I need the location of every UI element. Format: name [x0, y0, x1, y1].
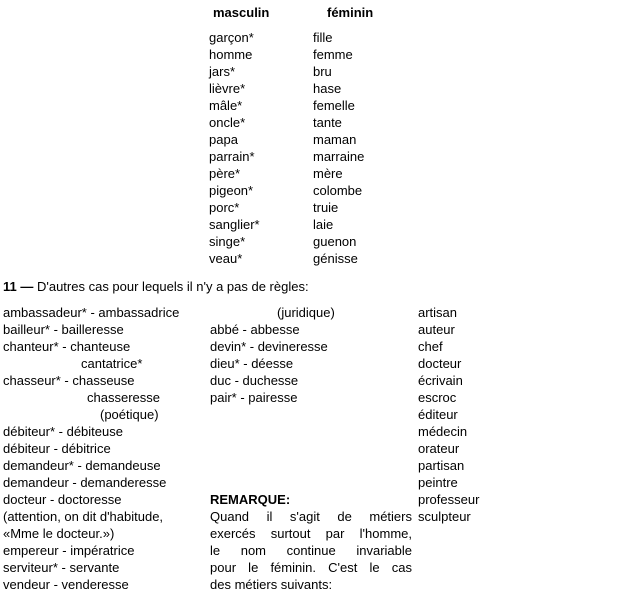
masculine-word: veau*	[209, 251, 243, 266]
profession-item: docteur	[418, 356, 462, 371]
feminine-word: tante	[313, 115, 342, 130]
example-line: demandeur - demanderesse	[3, 475, 167, 490]
feminine-word: laie	[313, 217, 334, 232]
profession-item: professeur	[418, 492, 480, 507]
section-title: D'autres cas pour lequels il n'y a pas de règles:	[33, 279, 309, 294]
example-line: duc - duchesse	[210, 373, 299, 388]
example-line: docteur - doctoresse	[3, 492, 122, 507]
feminine-word: bru	[313, 64, 332, 79]
example-line: chanteur* - chanteuse	[3, 339, 131, 354]
example-line: «Mme le docteur.»)	[3, 526, 115, 541]
feminine-word: femme	[313, 47, 353, 62]
example-line: pair* - pairesse	[210, 390, 298, 405]
example-line: vendeur - venderesse	[3, 577, 129, 592]
remark-line: des métiers suivants:	[210, 577, 333, 592]
remark-line: pour le féminin. C'est le cas	[210, 560, 412, 575]
table-row	[209, 63, 489, 80]
example-line: (juridique)	[277, 305, 335, 320]
masculine-word: singe*	[209, 234, 246, 249]
masculine-word: lièvre*	[209, 81, 246, 96]
remark-line: Quand il s'agit de métiers	[210, 509, 412, 524]
profession-item: artisan	[418, 305, 458, 320]
table-row	[209, 131, 489, 148]
profession-item: écrivain	[418, 373, 463, 388]
table-row	[209, 199, 489, 216]
masculine-word: homme	[209, 47, 253, 62]
table-row	[209, 46, 489, 63]
table-row	[209, 216, 489, 233]
example-line: cantatrice*	[81, 356, 143, 371]
example-line: (poétique)	[100, 407, 159, 422]
feminine-word: colombe	[313, 183, 363, 198]
example-line: chasseur* - chasseuse	[3, 373, 135, 388]
masculine-column-header: masculin	[213, 5, 270, 20]
masculine-word: sanglier*	[209, 217, 260, 232]
masculine-word: oncle*	[209, 115, 246, 130]
gender-table	[209, 29, 489, 267]
feminine-word: marraine	[313, 149, 365, 164]
profession-item: éditeur	[418, 407, 458, 422]
example-line: débiteur - débitrice	[3, 441, 111, 456]
feminine-word: fille	[313, 30, 333, 45]
table-row	[209, 250, 489, 267]
masculine-word: pigeon*	[209, 183, 254, 198]
remark-line: exercés surtout par l'homme,	[210, 526, 412, 541]
feminine-column-header: féminin	[327, 5, 374, 20]
table-row	[209, 114, 489, 131]
remark-line: le nom continue invariable	[210, 543, 412, 558]
table-row	[209, 148, 489, 165]
table-row	[209, 97, 489, 114]
feminine-word: maman	[313, 132, 357, 147]
example-line: abbé - abbesse	[210, 322, 300, 337]
table-row	[209, 165, 489, 182]
masculine-word: porc*	[209, 200, 240, 215]
masculine-word: papa	[209, 132, 238, 147]
example-line: chasseresse	[87, 390, 160, 405]
profession-item: auteur	[418, 322, 455, 337]
feminine-word: génisse	[313, 251, 358, 266]
table-row	[209, 182, 489, 199]
feminine-word: hase	[313, 81, 342, 96]
masculine-word: jars*	[209, 64, 236, 79]
remark-body	[210, 508, 412, 593]
example-line: ambassadeur* - ambassadrice	[3, 305, 180, 320]
feminine-word: guenon	[313, 234, 357, 249]
example-line: bailleur* - bailleresse	[3, 322, 124, 337]
example-line: devin* - devineresse	[210, 339, 328, 354]
profession-item: orateur	[418, 441, 460, 456]
example-line: demandeur* - demandeuse	[3, 458, 161, 473]
masculine-word: mâle*	[209, 98, 243, 113]
example-line: débiteur* - débiteuse	[3, 424, 123, 439]
table-row	[209, 29, 489, 46]
table-row	[209, 80, 489, 97]
profession-item: peintre	[418, 475, 458, 490]
example-line: serviteur* - servante	[3, 560, 120, 575]
remark-block	[210, 491, 412, 593]
remark-title: REMARQUE:	[210, 492, 291, 507]
example-line: (attention, on dit d'habitude,	[3, 509, 164, 524]
example-line: empereur - impératrice	[3, 543, 135, 558]
table-row	[209, 233, 489, 250]
profession-item: médecin	[418, 424, 468, 439]
profession-item: partisan	[418, 458, 465, 473]
masculine-word: père*	[209, 166, 241, 181]
example-line: dieu* - déesse	[210, 356, 294, 371]
profession-item: escroc	[418, 390, 457, 405]
feminine-word: mère	[313, 166, 343, 181]
feminine-word: truie	[313, 200, 339, 215]
masculine-word: parrain*	[209, 149, 255, 164]
profession-item: sculpteur	[418, 509, 471, 524]
examples-column-left	[3, 304, 208, 593]
professions-column	[418, 304, 618, 525]
masculine-word: garçon*	[209, 30, 254, 45]
section-heading	[3, 278, 309, 295]
section-number: 11 —	[3, 279, 34, 294]
examples-column-middle	[210, 304, 415, 406]
profession-item: chef	[418, 339, 443, 354]
feminine-word: femelle	[313, 98, 355, 113]
